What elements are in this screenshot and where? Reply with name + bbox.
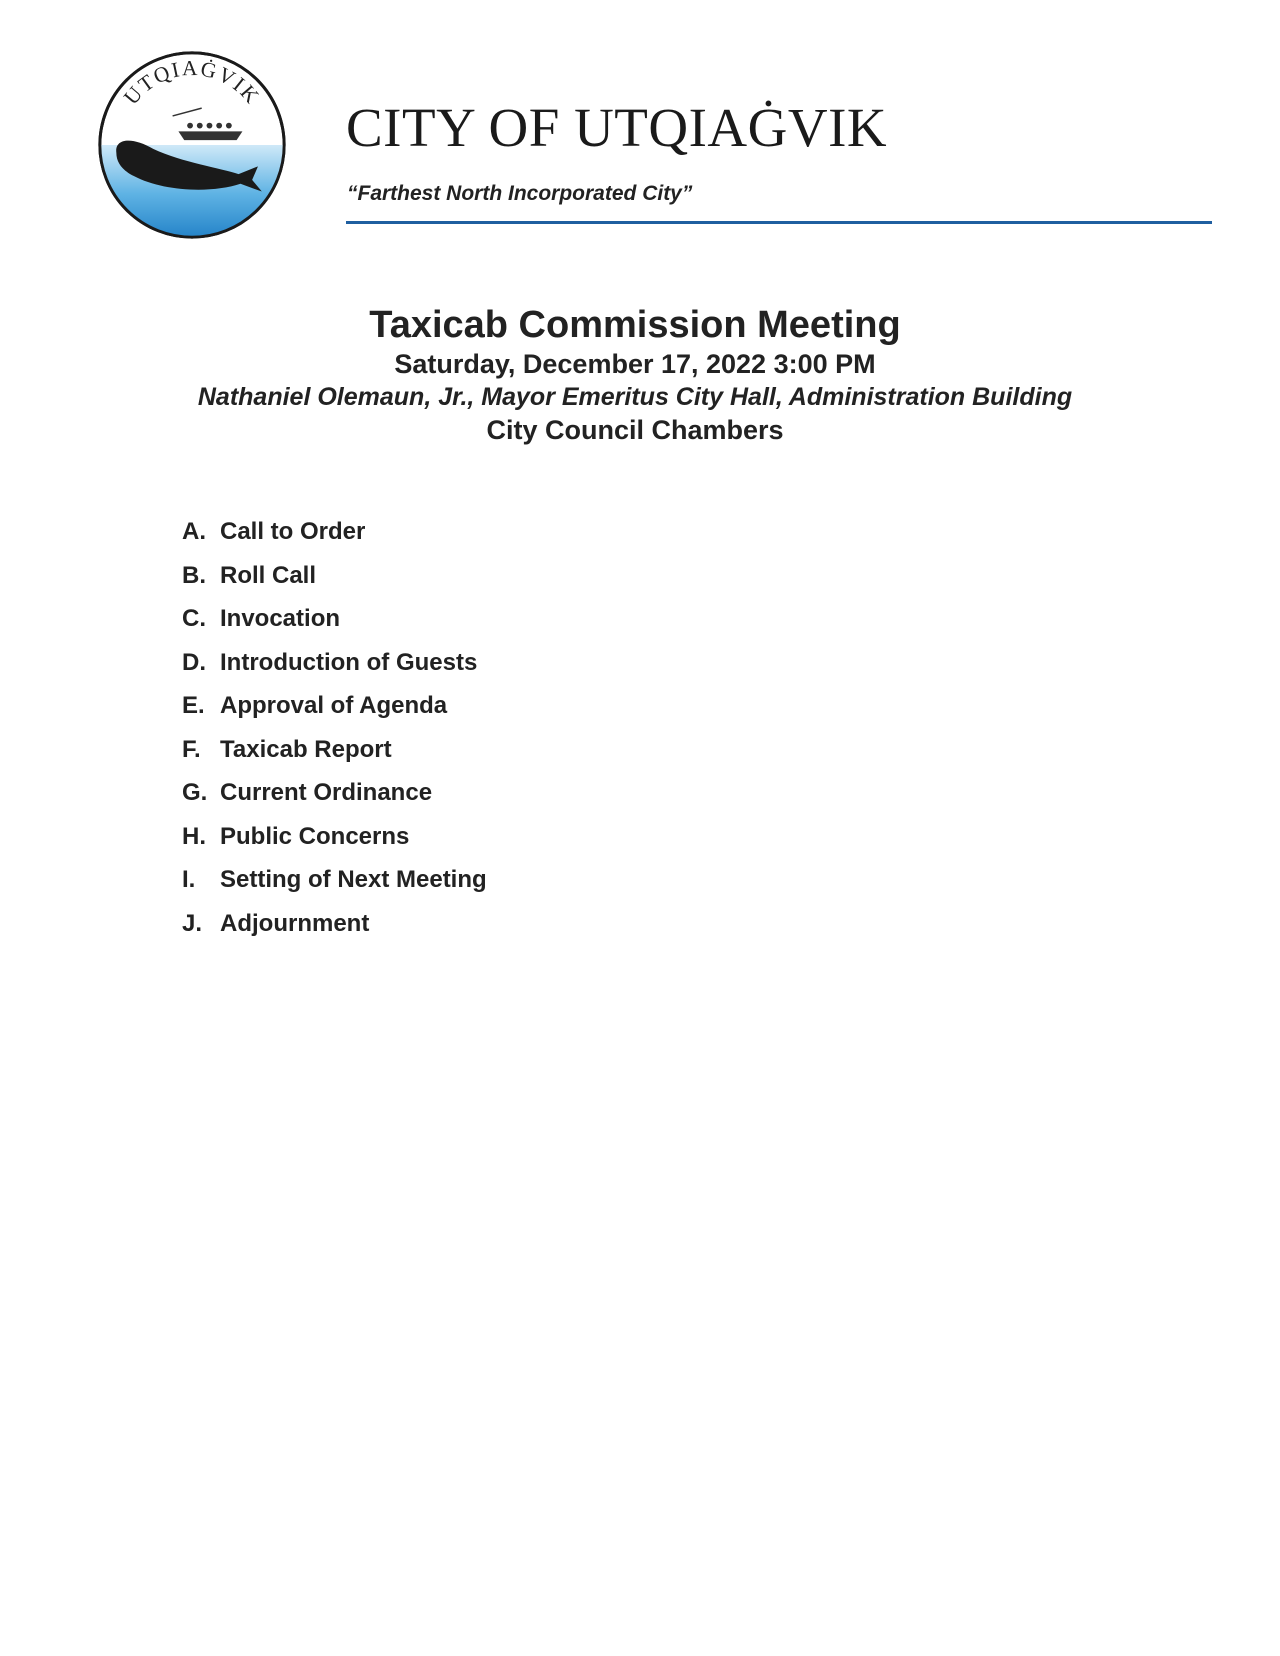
agenda-item-text: Current Ordinance (220, 779, 433, 806)
agenda-item-letter: H. (182, 822, 206, 850)
agenda-item-text: Approval of Agenda (220, 692, 448, 719)
agenda-item-letter: E. (182, 692, 205, 719)
letterhead-divider (346, 221, 1212, 224)
agenda-item-letter: D. (182, 648, 206, 676)
agenda-item (182, 518, 487, 562)
meeting-heading (0, 302, 1270, 447)
agenda-item-text: Introduction of Guests (220, 648, 478, 676)
city-seal-logo (95, 48, 289, 242)
agenda-item-text: Roll Call (220, 561, 317, 589)
agenda-item-letter: J. (182, 909, 203, 937)
agenda-item (182, 692, 487, 736)
agenda-item-text: Taxicab Report (220, 735, 392, 763)
agenda-item-text: Invocation (220, 605, 341, 632)
meeting-title: Taxicab Commission Meeting (369, 304, 901, 346)
agenda-item-letter: C. (182, 605, 206, 632)
city-motto: “Farthest North Incorporated City” (347, 182, 693, 205)
svg-text:UTQIAĠVIK: UTQIAĠVIK (119, 56, 265, 110)
agenda-item-text: Call to Order (220, 518, 366, 545)
agenda-item (182, 866, 487, 910)
agenda-item-letter: I. (182, 866, 196, 893)
agenda-item (182, 605, 487, 649)
agenda-item-text: Adjournment (220, 909, 370, 937)
meeting-date-time: Saturday, December 17, 2022 3:00 PM (394, 349, 876, 379)
agenda-item (182, 910, 487, 954)
agenda-item (182, 649, 487, 693)
meeting-venue: Nathaniel Olemaun, Jr., Mayor Emeritus City Hall, Administration Building (197, 383, 1073, 411)
agenda-list (182, 518, 487, 953)
agenda-item-letter: G. (182, 779, 208, 806)
agenda-item (182, 562, 487, 606)
agenda-item (182, 823, 487, 867)
agenda-item (182, 736, 487, 780)
meeting-room: City Council Chambers (486, 415, 784, 445)
agenda-item-letter: F. (182, 735, 201, 763)
agenda-item-text: Setting of Next Meeting (220, 866, 487, 893)
agenda-item-text: Public Concerns (220, 822, 410, 850)
agenda-item-letter: B. (182, 561, 206, 589)
city-name: CITY OF UTQIAĠVIK (346, 97, 888, 158)
agenda-item-letter: A. (182, 518, 206, 545)
agenda-item (182, 779, 487, 823)
